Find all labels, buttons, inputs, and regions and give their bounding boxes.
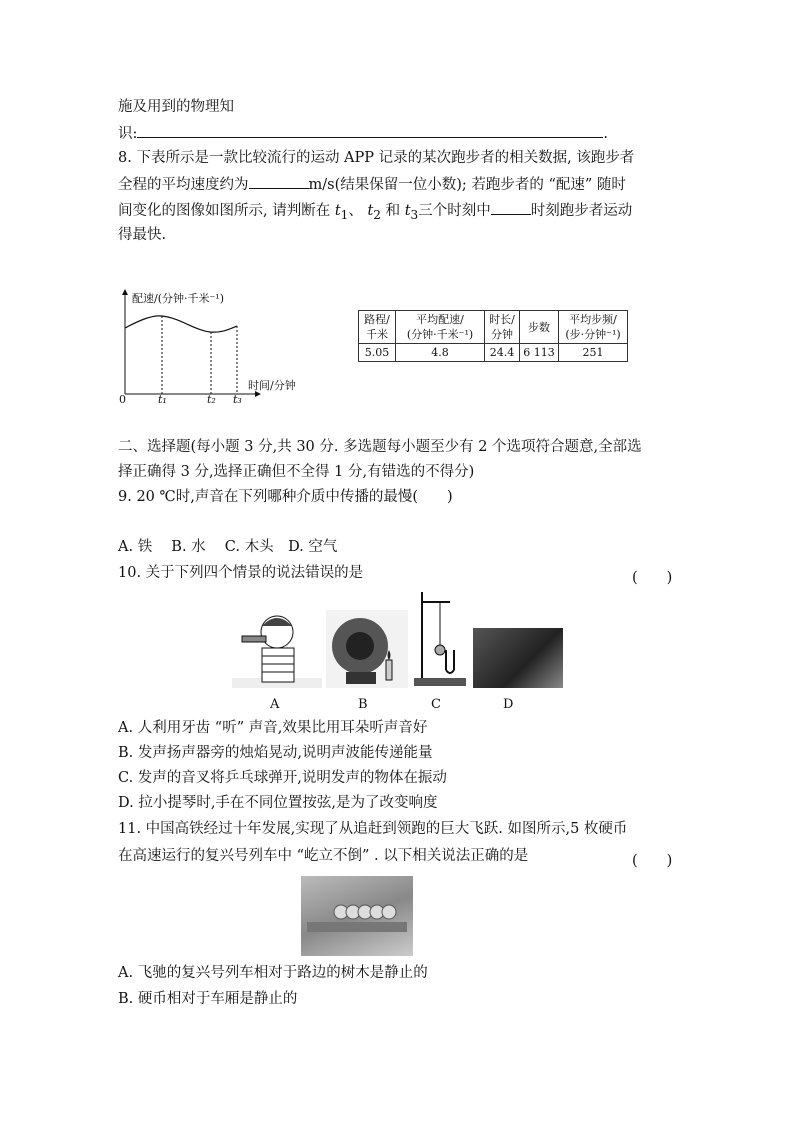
- q8-line2-a: 全程的平均速度约为: [118, 177, 249, 193]
- figure-c-tuning-fork: [410, 588, 470, 688]
- td-cadence: 251: [559, 344, 628, 362]
- q7-line2: [118, 123, 608, 144]
- tick-t2: t₂: [207, 393, 216, 406]
- coins-illustration: [301, 876, 413, 956]
- q11-paren: ( ): [632, 853, 673, 869]
- q8-line3-a: 间变化的图像如图所示, 请判断在: [118, 203, 331, 219]
- graph-xlabel: 时间/分钟: [248, 379, 296, 392]
- th-cadence: 平均步频/ (步·分钟⁻¹): [559, 311, 628, 344]
- graph-ylabel: 配速/(分钟·千米⁻¹): [132, 292, 225, 305]
- graph-origin: 0: [119, 393, 126, 406]
- q8-time-blank: [491, 200, 531, 215]
- q10-paren: ( ): [632, 570, 673, 586]
- q10-option-a: A. 人利用牙齿 “听” 声音,效果比用耳朵听声音好: [118, 720, 428, 736]
- q11-option-a: A. 飞驰的复兴号列车相对于路边的树木是静止的: [118, 965, 428, 981]
- label-a: A: [270, 697, 280, 712]
- q8-line3: [118, 200, 632, 225]
- t3-symbol: t: [404, 203, 411, 219]
- td-distance: 5.05: [359, 344, 396, 362]
- t3-sub: 3: [410, 207, 419, 222]
- q10-stem: 10. 关于下列四个情景的说法错误的是: [118, 565, 364, 581]
- run-data-table: [358, 310, 628, 362]
- figure-d-violin-photo: [473, 628, 563, 688]
- q11-option-b: B. 硬币相对于车厢是静止的: [118, 991, 298, 1007]
- q11-line2: 在高速运行的复兴号列车中 “屹立不倒” . 以下相关说法正确的是: [118, 848, 529, 864]
- th-steps: 步数: [520, 311, 559, 344]
- q8-line2: [118, 174, 626, 195]
- sep1: 、: [348, 203, 363, 219]
- q7-answer-blank: [137, 123, 603, 138]
- tick-t1: t₁: [158, 393, 167, 406]
- and-word: 和: [385, 203, 401, 219]
- th-distance: 路程/ 千米: [359, 311, 396, 344]
- q7-line1: 施及用到的物理知: [118, 99, 234, 115]
- q10-option-c: C. 发声的音叉将乒乓球弹开,说明发声的物体在振动: [118, 770, 447, 786]
- tick-t3: t₃: [233, 393, 242, 406]
- q7-prefix: 识:: [118, 126, 138, 142]
- t2-sub: 2: [373, 207, 381, 222]
- label-d: D: [503, 697, 514, 712]
- q9-options: A. 铁 B. 水 C. 木头 D. 空气: [118, 539, 338, 555]
- section2-line2: 择正确得 3 分,选择正确但不全得 1 分,有错选的不得分): [118, 464, 475, 480]
- q8-line2-b: (结果保留一位小数); 若跑步者的 “配速” 随时: [334, 177, 626, 193]
- label-b: B: [358, 697, 368, 712]
- td-duration: 24.4: [485, 344, 520, 362]
- coins-train-photo: [301, 876, 413, 956]
- pace-curve: [125, 316, 237, 332]
- t1-sub: 1: [340, 207, 349, 222]
- td-steps: 6 113: [520, 344, 559, 362]
- q7-end: .: [603, 126, 608, 142]
- label-c: C: [431, 697, 441, 712]
- q8-line3-b: 三个时刻中: [418, 203, 491, 219]
- q10-option-b: B. 发声扬声器旁的烛焰晃动,说明声波能传递能量: [118, 745, 433, 761]
- q8-unit: m/s: [308, 177, 335, 193]
- th-pace: 平均配速/ (分钟·千米⁻¹): [396, 311, 485, 344]
- section2-line1: 二、选择题(每小题 3 分,共 30 分. 多选题每小题至少有 2 个选项符合题意,全部选: [118, 439, 642, 455]
- q8-line1: 8. 下表所示是一款比较流行的运动 APP 记录的某次跑步者的相关数据, 该跑步者: [118, 150, 635, 166]
- q8-line3-c: 时刻跑步者运动: [530, 203, 633, 219]
- q11-line1: 11. 中国高铁经过十年发展,实现了从追赶到领跑的巨大飞跃. 如图所示,5 枚硬币: [118, 821, 628, 837]
- figure-b-speaker-candle: [326, 610, 408, 688]
- figure-a-boy-illustration: [232, 610, 322, 690]
- t1-symbol: t: [334, 203, 341, 219]
- q9-stem: 9. 20 ℃时,声音在下列哪种介质中传播的最慢( ): [118, 489, 453, 505]
- q10-option-d: D. 拉小提琴时,手在不同位置按弦,是为了改变响度: [118, 795, 438, 811]
- q8-speed-blank: [249, 174, 309, 189]
- t2-symbol: t: [367, 203, 374, 219]
- th-duration: 时长/ 分钟: [485, 311, 520, 344]
- q8-line4: 得最快.: [118, 227, 167, 243]
- td-pace: 4.8: [396, 344, 485, 362]
